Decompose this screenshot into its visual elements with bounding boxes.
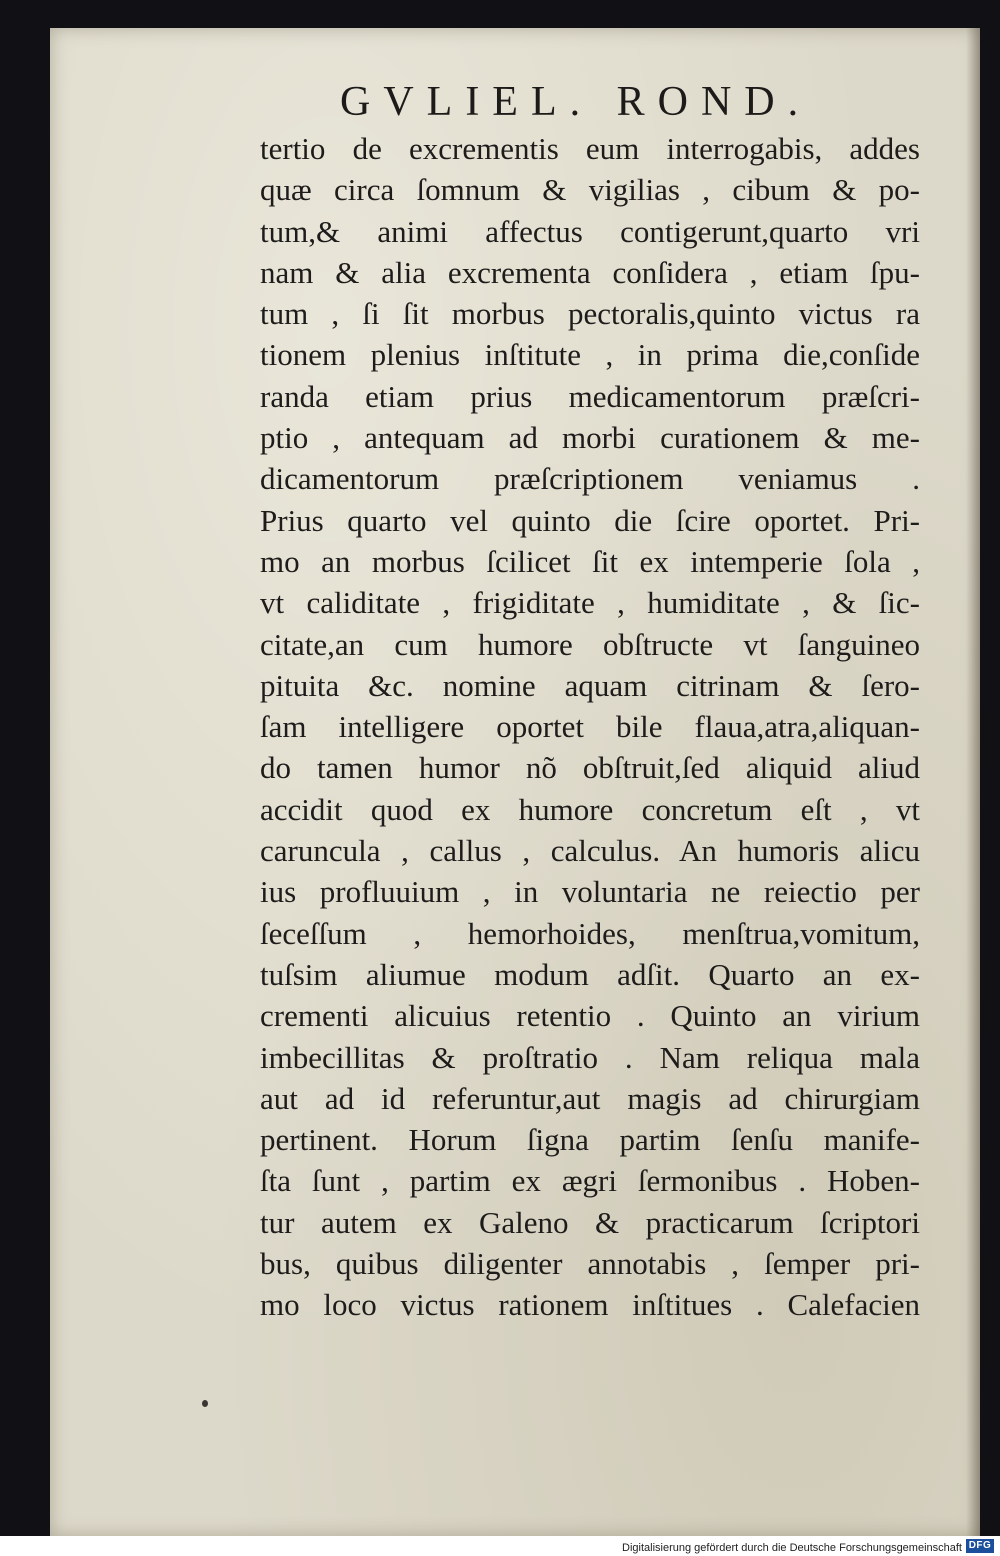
text-line: nam & alia excrementa conſidera , etiam ſpu-	[260, 254, 920, 290]
text-line: tionem plenius inſtitute , in prima die,conſide	[260, 337, 920, 373]
dfg-logo-icon: DFG	[966, 1539, 994, 1553]
text-line: do tamen humor nõ obſtruit,ſed aliquid aliud	[260, 750, 920, 786]
text-line: pertinent. Horum ſigna partim ſenſu manife-	[260, 1122, 920, 1158]
text-line: Prius quarto vel quinto die ſcire oportet. Pri-	[260, 502, 920, 538]
book-page	[50, 28, 980, 1536]
ink-speck	[202, 1400, 208, 1407]
text-line: citate,an cum humore obſtructe vt ſanguineo	[260, 626, 920, 662]
text-line: dicamentorum præſcriptionem veniamus .	[260, 461, 920, 497]
text-line: mo an morbus ſcilicet ſit ex intemperie ſola ,	[260, 543, 920, 579]
text-line: ſta ſunt , partim ex ægri ſermonibus . Hoben-	[260, 1163, 920, 1199]
text-line: ſam intelligere oportet bile flaua,atra,aliquan-	[260, 709, 920, 745]
text-line: tuſsim aliumue modum adſit. Quarto an ex-	[260, 956, 920, 992]
footer-bar	[0, 1536, 1000, 1556]
running-head: GVLIEL. ROND.	[340, 79, 812, 125]
text-line: tertio de excrementis eum interrogabis, addes	[260, 131, 920, 166]
text-line: pituita &c. nomine aquam citrinam & ſero-	[260, 667, 920, 703]
text-line: caruncula , callus , calculus. An humoris alicu	[260, 833, 920, 869]
text-line: mo loco victus rationem inſtitues . Calefacien	[260, 1287, 920, 1323]
text-line: quæ circa ſomnum & vigilias , cibum & po-	[260, 172, 920, 208]
text-line: tum,& animi affectus contigerunt,quarto vri	[260, 213, 920, 249]
text-line: randa etiam prius medicamentorum præſcri-	[260, 378, 920, 414]
funding-credit: Digitalisierung gefördert durch die Deutsche Forschungsgemeinschaft	[622, 1542, 962, 1554]
text-line: tur autem ex Galeno & practicarum ſcriptori	[260, 1204, 920, 1240]
text-line: ſeceſſum , hemorhoides, menſtrua,vomitum,	[260, 915, 920, 951]
text-line: imbecillitas & proſtratio . Nam reliqua mala	[260, 1039, 920, 1075]
body-text	[260, 128, 920, 1326]
text-line: ius profluuium , in voluntaria ne reiectio per	[260, 874, 920, 910]
page-edge-shadow	[966, 28, 980, 1536]
text-line: tum , ſi ſit morbus pectoralis,quinto victus ra	[260, 296, 920, 332]
text-line: accidit quod ex humore concretum eſt , vt	[260, 791, 920, 827]
text-line: aut ad id referuntur,aut magis ad chirurgiam	[260, 1080, 920, 1116]
text-line: vt caliditate , frigiditate , humiditate , & ſic-	[260, 585, 920, 621]
text-line: ptio , antequam ad morbi curationem & me-	[260, 420, 920, 456]
text-line: crementi alicuius retentio . Quinto an virium	[260, 998, 920, 1034]
text-line: bus, quibus diligenter annotabis , ſemper pri-	[260, 1246, 920, 1282]
